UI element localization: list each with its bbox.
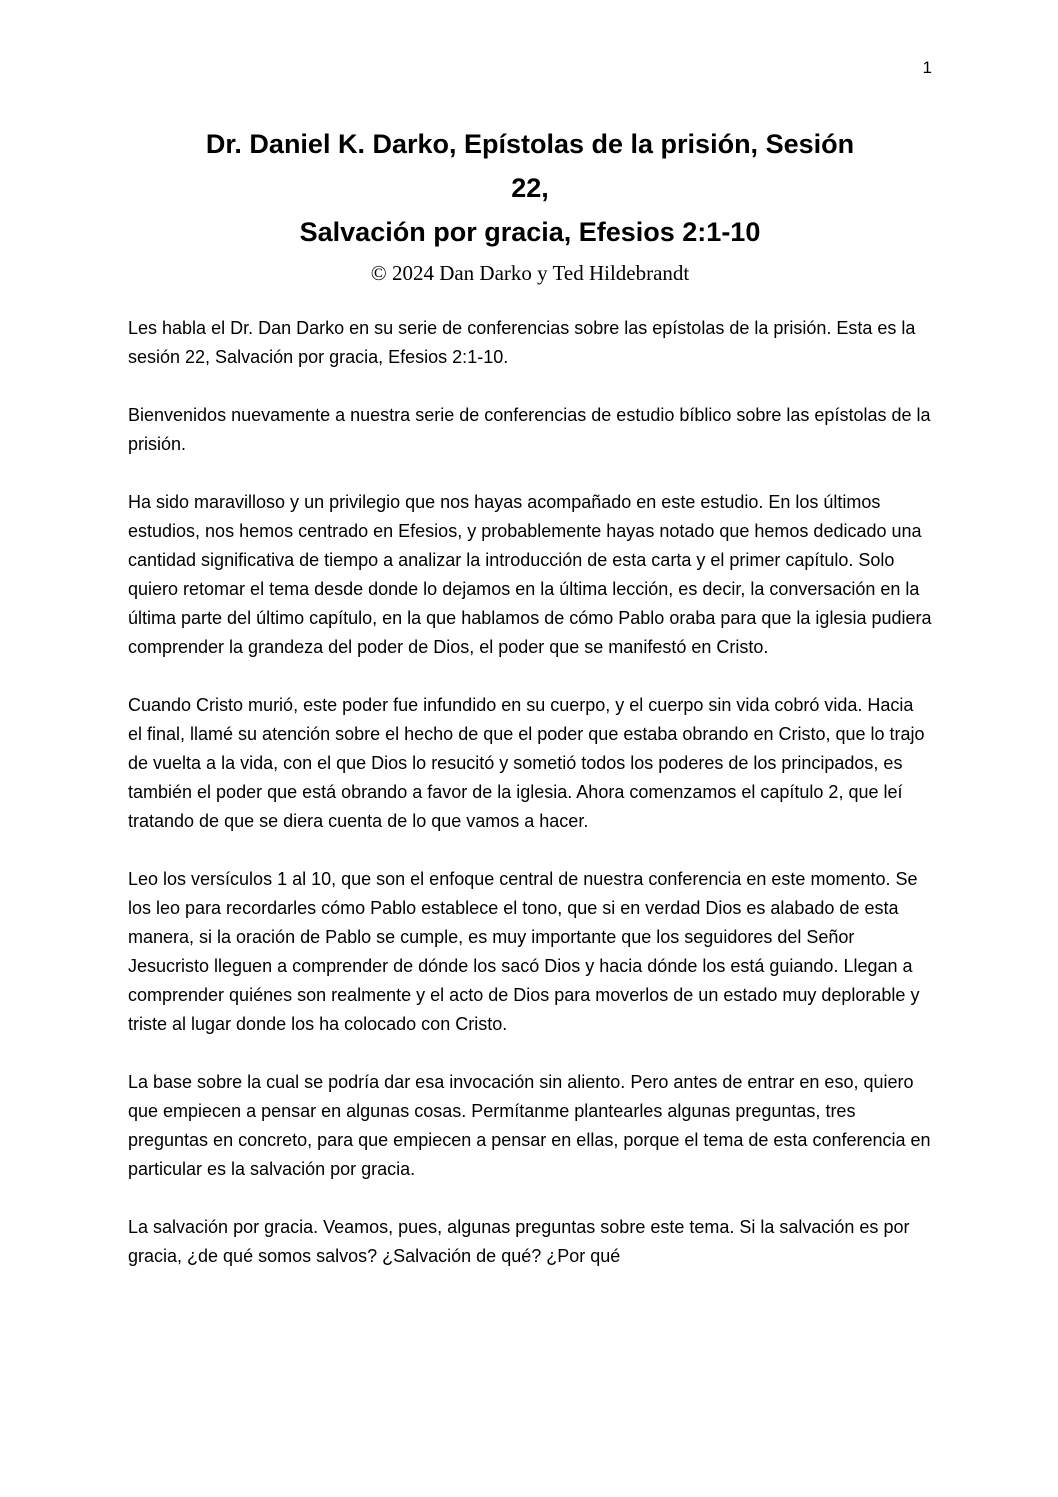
paragraph-4: Cuando Cristo murió, este poder fue infundido en su cuerpo, y el cuerpo sin vida cobró vida. Hacia el final, llamé su atención sobre el hecho de que el poder que estaba obrando en Cristo, que lo trajo de vuelta a la vida, con el que Dios lo resucitó y sometió todos los poderes de los principados, es también el poder que está obrando a favor de la iglesia. Ahora comenzamos el capítulo 2, que leí tratando de que se diera cuenta de lo que vamos a hacer.	[128, 695, 925, 831]
paragraph-5: Leo los versículos 1 al 10, que son el enfoque central de nuestra conferencia en este momento. Se los leo para recordarles cómo Pablo establece el tono, que si en verdad Dios es alabado de esta manera, si la oración de Pablo se cumple, es muy importante que los seguidores del Señor Jesucristo lleguen a comprender de dónde los sacó Dios y hacia dónde los está guiando. Llegan a comprender quiénes son realmente y el acto de Dios para moverlos de un estado muy deplorable y triste al lugar donde los ha colocado con Cristo.	[128, 869, 920, 1034]
paragraph-6: La base sobre la cual se podría dar esa invocación sin aliento. Pero antes de entrar en eso, quiero que empiecen a pensar en algunas cosas. Permítanme plantearles algunas preguntas, tres preguntas en concreto, para que empiecen a pensar en ellas, porque el tema de esta conferencia en particular es la salvación por gracia.	[128, 1072, 931, 1179]
title-line-1: Dr. Daniel K. Darko, Epístolas de la prisión, Sesión	[205, 129, 855, 159]
title-line-3: Salvación por gracia, Efesios 2:1-10	[299, 217, 761, 247]
title-line-2: 22,	[511, 173, 549, 203]
paragraph-7: La salvación por gracia. Veamos, pues, algunas preguntas sobre este tema. Si la salvación es por gracia, ¿de qué somos salvos? ¿Salvación de qué? ¿Por qué	[128, 1217, 910, 1266]
copyright-line: © 2024 Dan Darko y Ted Hildebrandt	[370, 261, 690, 285]
page-number: 1	[922, 58, 932, 77]
paragraph-1: Les habla el Dr. Dan Darko en su serie de conferencias sobre las epístolas de la prisión. Esta es la sesión 22, Salvación por gracia, Efesios 2:1-10.	[128, 318, 916, 367]
document-body	[128, 314, 932, 1271]
document-title	[128, 122, 932, 254]
paragraph-3: Ha sido maravilloso y un privilegio que nos hayas acompañado en este estudio. En los últimos estudios, nos hemos centrado en Efesios, y probablemente hayas notado que hemos dedicado una cantidad significativa de tiempo a analizar la introducción de esta carta y el primer capítulo. Solo quiero retomar el tema desde donde lo dejamos en la última lección, es decir, la conversación en la última parte del último capítulo, en la que hablamos de cómo Pablo oraba para que la iglesia pudiera comprender la grandeza del poder de Dios, el poder que se manifestó en Cristo.	[128, 492, 932, 657]
paragraph-2: Bienvenidos nuevamente a nuestra serie de conferencias de estudio bíblico sobre las epístolas de la prisión.	[128, 405, 931, 454]
